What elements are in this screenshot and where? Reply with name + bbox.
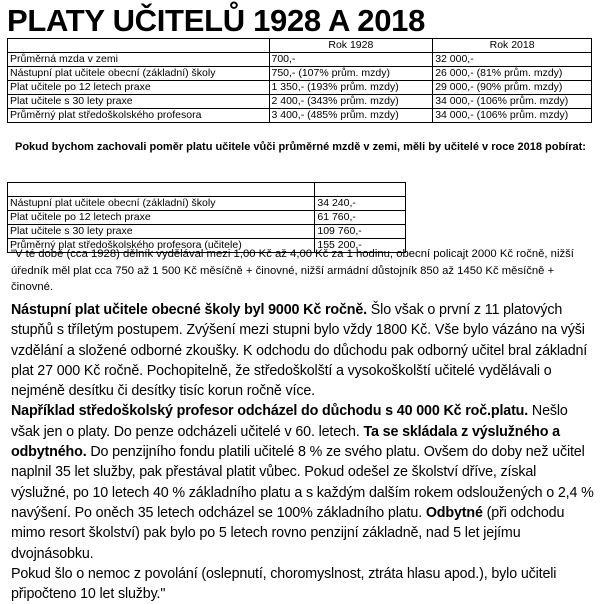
- table-header-row: [8, 39, 592, 53]
- row-value: 34 240,-: [315, 197, 406, 211]
- header-cell-1928: Rok 1928: [269, 39, 433, 53]
- table-row: [8, 211, 406, 225]
- bold-statement: Například středoškolský profesor odcházel do důchodu s 40 000 Kč roč.platu.: [11, 403, 529, 420]
- row-label: Plat učitele s 30 lety praxe: [8, 95, 270, 109]
- value-2018: 34 000,- (106% prům. mzdy): [433, 109, 592, 123]
- value-2018: 34 000,- (106% prům. mzdy): [433, 95, 592, 109]
- row-label: Plat učitele po 12 letech praxe: [8, 211, 315, 225]
- value-1928: 700,-: [269, 53, 433, 67]
- table-row: [8, 197, 406, 211]
- header-cell-2018: Rok 2018: [433, 39, 592, 53]
- table-row: [8, 183, 406, 197]
- row-label: Průměrný plat středoškolského profesora (učitele): [8, 239, 315, 253]
- value-2018: 26 000,- (81% prům. mzdy): [433, 67, 592, 81]
- page-title: PLATY UČITELŮ 1928 A 2018: [7, 3, 426, 38]
- table-row: [8, 95, 592, 109]
- row-value: 155 200,-: [315, 239, 406, 253]
- body-text: Pokud šlo o nemoc z povolání (oslepnutí, choromyslnost, ztráta hlasu apod.), bylo učiteli připočteno 10 let služby.": [11, 565, 557, 603]
- row-label: Plat učitele s 30 lety praxe: [8, 225, 315, 239]
- row-label: Nástupní plat učitele obecní (základní) školy: [8, 197, 315, 211]
- table-row: [8, 225, 406, 239]
- bold-statement: Ta se skládala z výslužného a odbytného.: [11, 423, 560, 461]
- table-row: [8, 53, 592, 67]
- salary-comparison-table: [7, 38, 592, 123]
- row-value: [315, 183, 406, 197]
- row-label: [8, 183, 315, 197]
- bold-statement: Nástupní plat učitele obecné školy byl 9000 Kč ročně.: [11, 302, 367, 318]
- table-row: [8, 109, 592, 123]
- value-1928: 1 350,- (193% prům. mzdy): [269, 81, 433, 95]
- row-label: Průměrná mzda v zemi: [8, 53, 270, 67]
- value-1928: 3 400,- (485% prům. mzdy): [269, 109, 433, 123]
- proportional-salary-note: Pokud bychom zachovali poměr platu učitele vůči průměrné mzdě v zemi, měli by učitelé v roce 2018 pobírat:: [15, 141, 586, 153]
- body-text: (při odchodu mimo resort školství) pak bylo po 5 letech rovno penzijní základně, nad 5 let jejímu dvojnásobku.: [11, 504, 565, 562]
- value-1928: 2 400,- (343% prům. mzdy): [269, 95, 433, 109]
- table-row: [8, 81, 592, 95]
- bold-statement: Odbytné: [422, 504, 483, 521]
- row-value: 61 760,-: [315, 211, 406, 225]
- value-2018: 29 000,- (90% prům. mzdy): [433, 81, 592, 95]
- row-label: Nástupní plat učitele obecní (základní) školy: [8, 67, 270, 81]
- body-text: Šlo však o první z 11 platových stupňů s tříletým postupem. Zvýšení mezi stupni bylo vždy 1800 Kč. Vše bylo vázáno na výši vzdělání a složené odborné zkoušky. K odchodu do důchodu pak odborný učitel bral základní plat 27 000 Kč ročně. Pochopitelně, že středoškolští a vysokoškolští učitelé vydělávali o nejméně desítku či desítky tisíc korun ročně více.: [11, 302, 588, 400]
- table-row: [8, 67, 592, 81]
- header-cell: [8, 39, 270, 53]
- body-text: Do penzijního fondu platili učitelé 8 % ze svého platu. Ovšem do doby než učitel naplnil 35 let služby, pak přestával platit vůbec. Pokud odešel ze školství dříve, získal výslužné, po 10 letech 40 % základního platu a s každým dalším rokem odsloužených o 2,4 % navýšení. Po oněch 35 letech odcházel se 100% základního platu.: [11, 444, 594, 521]
- value-2018: 32 000,-: [433, 53, 592, 67]
- row-value: 109 760,-: [315, 225, 406, 239]
- main-text: [11, 300, 596, 604]
- row-label: Plat učitele po 12 letech praxe: [8, 81, 270, 95]
- quote-intro: "V té době (cca 1928) dělník vydělával mezi 1,00 Kč až 4,00 Kč za 1 hodinu, obecní policajt 2000 Kč ročně, nižší úředník měl plat cca 750 až 1 500 Kč měsíčně + činovné, nižší armádní důstojník 850 až 1450 Kč měsíčně + činovné.: [11, 248, 574, 293]
- proportional-salary-table: [7, 182, 406, 253]
- row-label: Průměrný plat středoškolského profesora: [8, 109, 270, 123]
- body-text: Nešlo však jen o platy. Do penze odcházeli učitelé v 60. letech.: [11, 403, 568, 440]
- value-1928: 750,- (107% prům. mzdy): [269, 67, 433, 81]
